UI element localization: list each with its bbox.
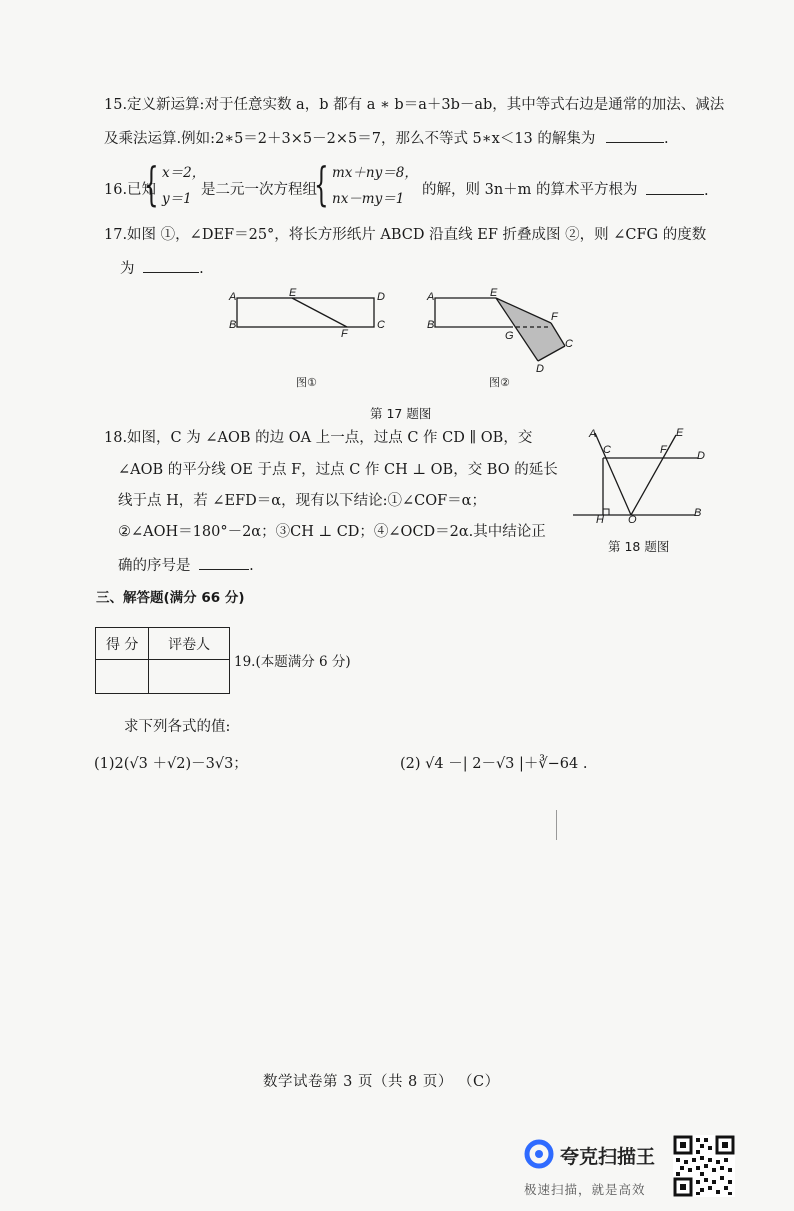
q18-line2: ∠AOB 的平分线 OE 于点 F，过点 C 作 CH ⊥ OB，交 BO 的延长 — [118, 462, 558, 478]
q16-brace2: { — [314, 157, 329, 211]
q16-brace1: { — [144, 157, 159, 211]
scan-artifact-line — [556, 810, 557, 840]
fig2-label-c: C — [565, 338, 573, 350]
fig1-fold-line-ef — [292, 298, 347, 327]
fig18-label-c: C — [603, 444, 611, 456]
q17-answer-blank[interactable] — [143, 258, 199, 273]
q17-line1: 17.如图 ①，∠DEF＝25°，将长方形纸片 ABCD 沿直线 EF 折叠成图 ②，则 ∠CFG 的度数 — [104, 227, 707, 243]
q16-middle: 是二元一次方程组 — [201, 182, 317, 198]
q16-sys1-a: x＝2， — [162, 165, 206, 181]
fig2-label-b: B — [427, 319, 435, 331]
fig18-label-a: A — [589, 428, 597, 440]
q17-caption: 第 17 题图 — [370, 406, 432, 421]
fig2-label-f: F — [551, 311, 558, 323]
page-footer: 数学试卷第 3 页（共 8 页） （C） — [263, 1074, 500, 1090]
grader-header: 评卷人 — [149, 628, 230, 660]
q16-suffix: 的解，则 3n＋m 的算术平方根为 — [422, 182, 638, 198]
q19-instruction: 求下列各式的值: — [124, 719, 231, 735]
q15-line2 — [104, 128, 669, 149]
fig1-rectangle — [237, 298, 374, 327]
fig1-label-a: A — [229, 291, 237, 303]
q18-figure — [565, 425, 715, 530]
q16-prefix: 16.已知 — [104, 182, 157, 198]
fig2-caption: 图② — [489, 376, 510, 389]
fig18-label-o: O — [628, 514, 637, 526]
fig1-label-d: D — [377, 291, 385, 303]
q17-end: . — [199, 261, 204, 277]
fig2-label-g: G — [505, 330, 514, 342]
q18-answer-blank[interactable] — [199, 555, 249, 570]
q18-line1: 18.如图，C 为 ∠AOB 的边 OA 上一点，过点 C 作 CD ∥ OB，交 — [104, 430, 533, 446]
fig2-label-d: D — [536, 363, 544, 375]
grader-cell[interactable] — [149, 660, 230, 694]
fig2-label-a: A — [427, 291, 435, 303]
fig18-label-e: E — [676, 427, 684, 439]
q15-end: . — [664, 131, 669, 147]
q16-blank-wrap — [646, 180, 709, 201]
q15-line2-text: 及乘法运算.例如:2∗5＝2＋3×5－2×5＝7，那么不等式 5∗x＜13 的解集为 — [104, 131, 596, 147]
q16 — [104, 157, 724, 216]
brand-tagline: 极速扫描，就是高效 — [524, 1182, 646, 1197]
fig18-ray-oe — [631, 435, 676, 515]
fig2-remaining-paper — [435, 298, 509, 327]
qr-code-icon — [673, 1135, 735, 1197]
score-table — [95, 627, 230, 694]
q19-header: 19.(本题满分 6 分) — [234, 654, 351, 670]
q19-part2: (2) √4 －| 2－√3 |＋∛−64 . — [400, 756, 588, 772]
q15-answer-blank[interactable] — [606, 128, 664, 143]
q16-answer-blank[interactable] — [646, 180, 704, 195]
fig1-caption: 图① — [296, 376, 317, 389]
brand-logo-icon — [524, 1139, 554, 1169]
q18-caption: 第 18 题图 — [608, 539, 670, 554]
q18-line3: 线于点 H，若 ∠EFD＝α，现有以下结论:①∠COF＝α； — [118, 493, 486, 509]
fig1-label-e: E — [289, 287, 297, 299]
fig2-label-e: E — [490, 287, 498, 299]
fig1-label-b: B — [229, 319, 237, 331]
q17-line2 — [120, 258, 204, 279]
q17-line2-text: 为 — [120, 261, 135, 277]
score-header: 得 分 — [96, 628, 149, 660]
q16-sys2-b: nx－my＝1 — [332, 191, 405, 207]
q16-end: . — [704, 183, 709, 199]
q18-line5-text: 确的序号是 — [118, 558, 191, 574]
fig18-label-b: B — [694, 507, 702, 519]
q15-line1: 15.定义新运算:对于任意实数 a，b 都有 a ∗ b＝a＋3b－ab，其中等式右边是通常的加法、减法 — [104, 97, 725, 113]
q18-line4: ②∠AOH＝180°－2α；③CH ⊥ CD；④∠OCD＝2α.其中结论正 — [118, 524, 546, 540]
section-3-title: 三、解答题(满分 66 分) — [96, 590, 245, 606]
q19-part1: (1)2(√3 ＋√2)－3√3； — [94, 756, 248, 772]
q17-figures — [220, 285, 590, 385]
q18-end: . — [249, 558, 254, 574]
q16-sys1-b: y＝1 — [162, 191, 192, 207]
fig18-label-h: H — [596, 514, 604, 526]
fig1-label-f: F — [341, 328, 348, 340]
fig1-label-c: C — [377, 319, 385, 331]
fig18-ray-oa — [595, 433, 631, 515]
q16-sys2-a: mx＋ny＝8， — [332, 165, 418, 181]
fig18-label-d: D — [697, 450, 705, 462]
brand-name: 夸克扫描王 — [560, 1146, 656, 1168]
fig18-label-f: F — [660, 444, 667, 456]
score-cell[interactable] — [96, 660, 149, 694]
q18-line5 — [118, 555, 254, 576]
